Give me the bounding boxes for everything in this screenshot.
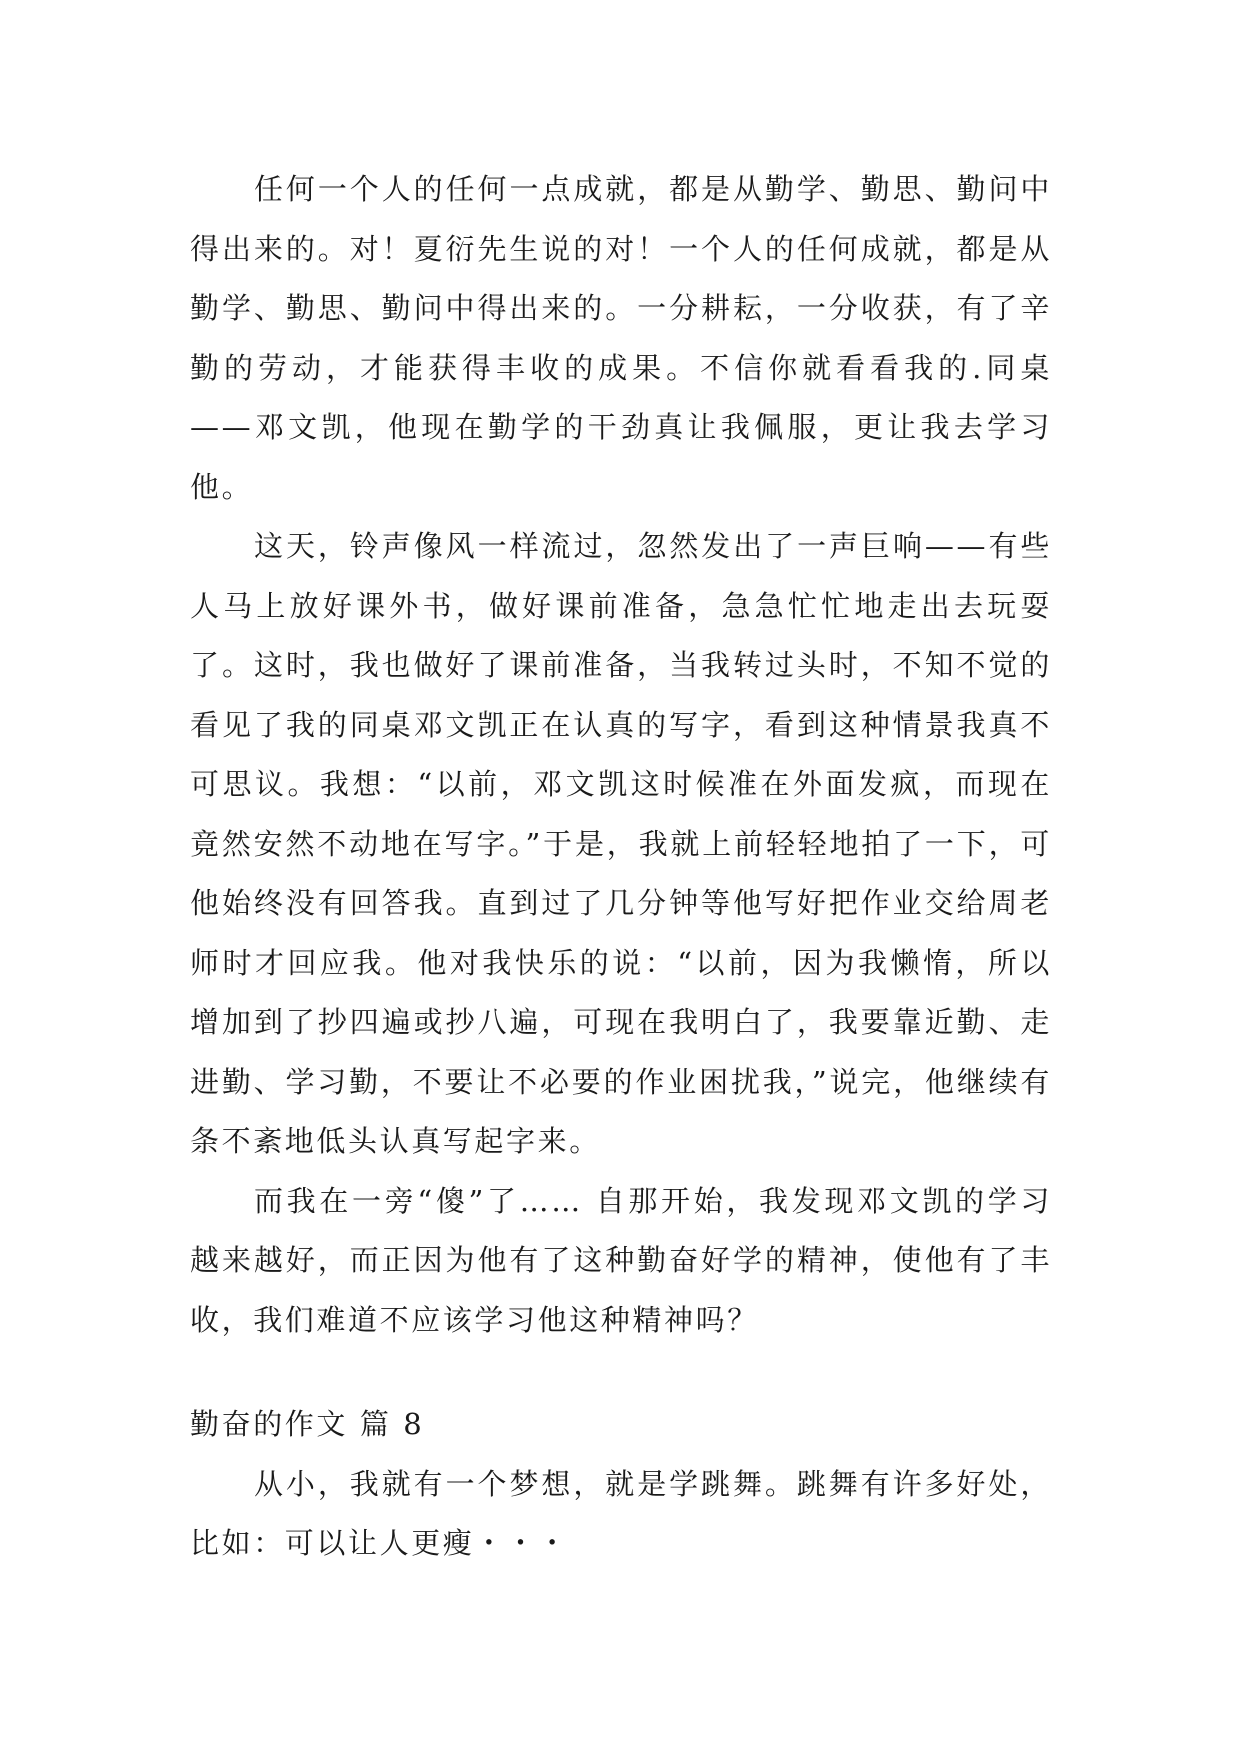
section-spacer	[190, 1350, 1052, 1395]
paragraph: 任何一个人的任何一点成就，都是从勤学、勤思、勤问中得出来的。对！夏衍先生说的对！一个人的任何成就，都是从勤学、勤思、勤问中得出来的。一分耕耘，一分收获，有了辛勤的劳动，才能获得丰收的成果。不信你就看看我的.同桌——邓文凯，他现在勤学的干劲真让我佩服，更让我去学习他。	[190, 172, 1052, 504]
paragraph: 而我在一旁“傻”了…… 自那开始，我发现邓文凯的学习越来越好，而正因为他有了这种勤奋好学的精神，使他有了丰收，我们难道不应该学习他这种精神吗？	[190, 1183, 1052, 1337]
paragraph: 这天，铃声像风一样流过，忽然发出了一声巨响——有些人马上放好课外书，做好课前准备，急急忙忙地走出去玩耍了。这时，我也做好了课前准备，当我转过头时，不知不觉的看见了我的同桌邓文凯正在认真的写字，看到这种情景我真不可思议。我想：“以前，邓文凯这时候准在外面发疯，而现在竟然安然不动地在写字。”于是，我就上前轻轻地拍了一下，可他始终没有回答我。直到过了几分钟等他写好把作业交给周老师时才回应我。他对我快乐的说：“以前，因为我懒惰，所以增加到了抄四遍或抄八遍，可现在我明白了，我要靠近勤、走进勤、学习勤，不要让不必要的作业困扰我，”说完，他继续有条不紊地低头认真写起字来。	[190, 529, 1052, 1158]
section-title: 勤奋的作文 篇 8	[190, 1407, 425, 1441]
document-body	[190, 160, 1052, 1574]
paragraph: 从小，我就有一个梦想，就是学跳舞。跳舞有许多好处，比如：可以让人更瘦・・・	[190, 1466, 1052, 1560]
